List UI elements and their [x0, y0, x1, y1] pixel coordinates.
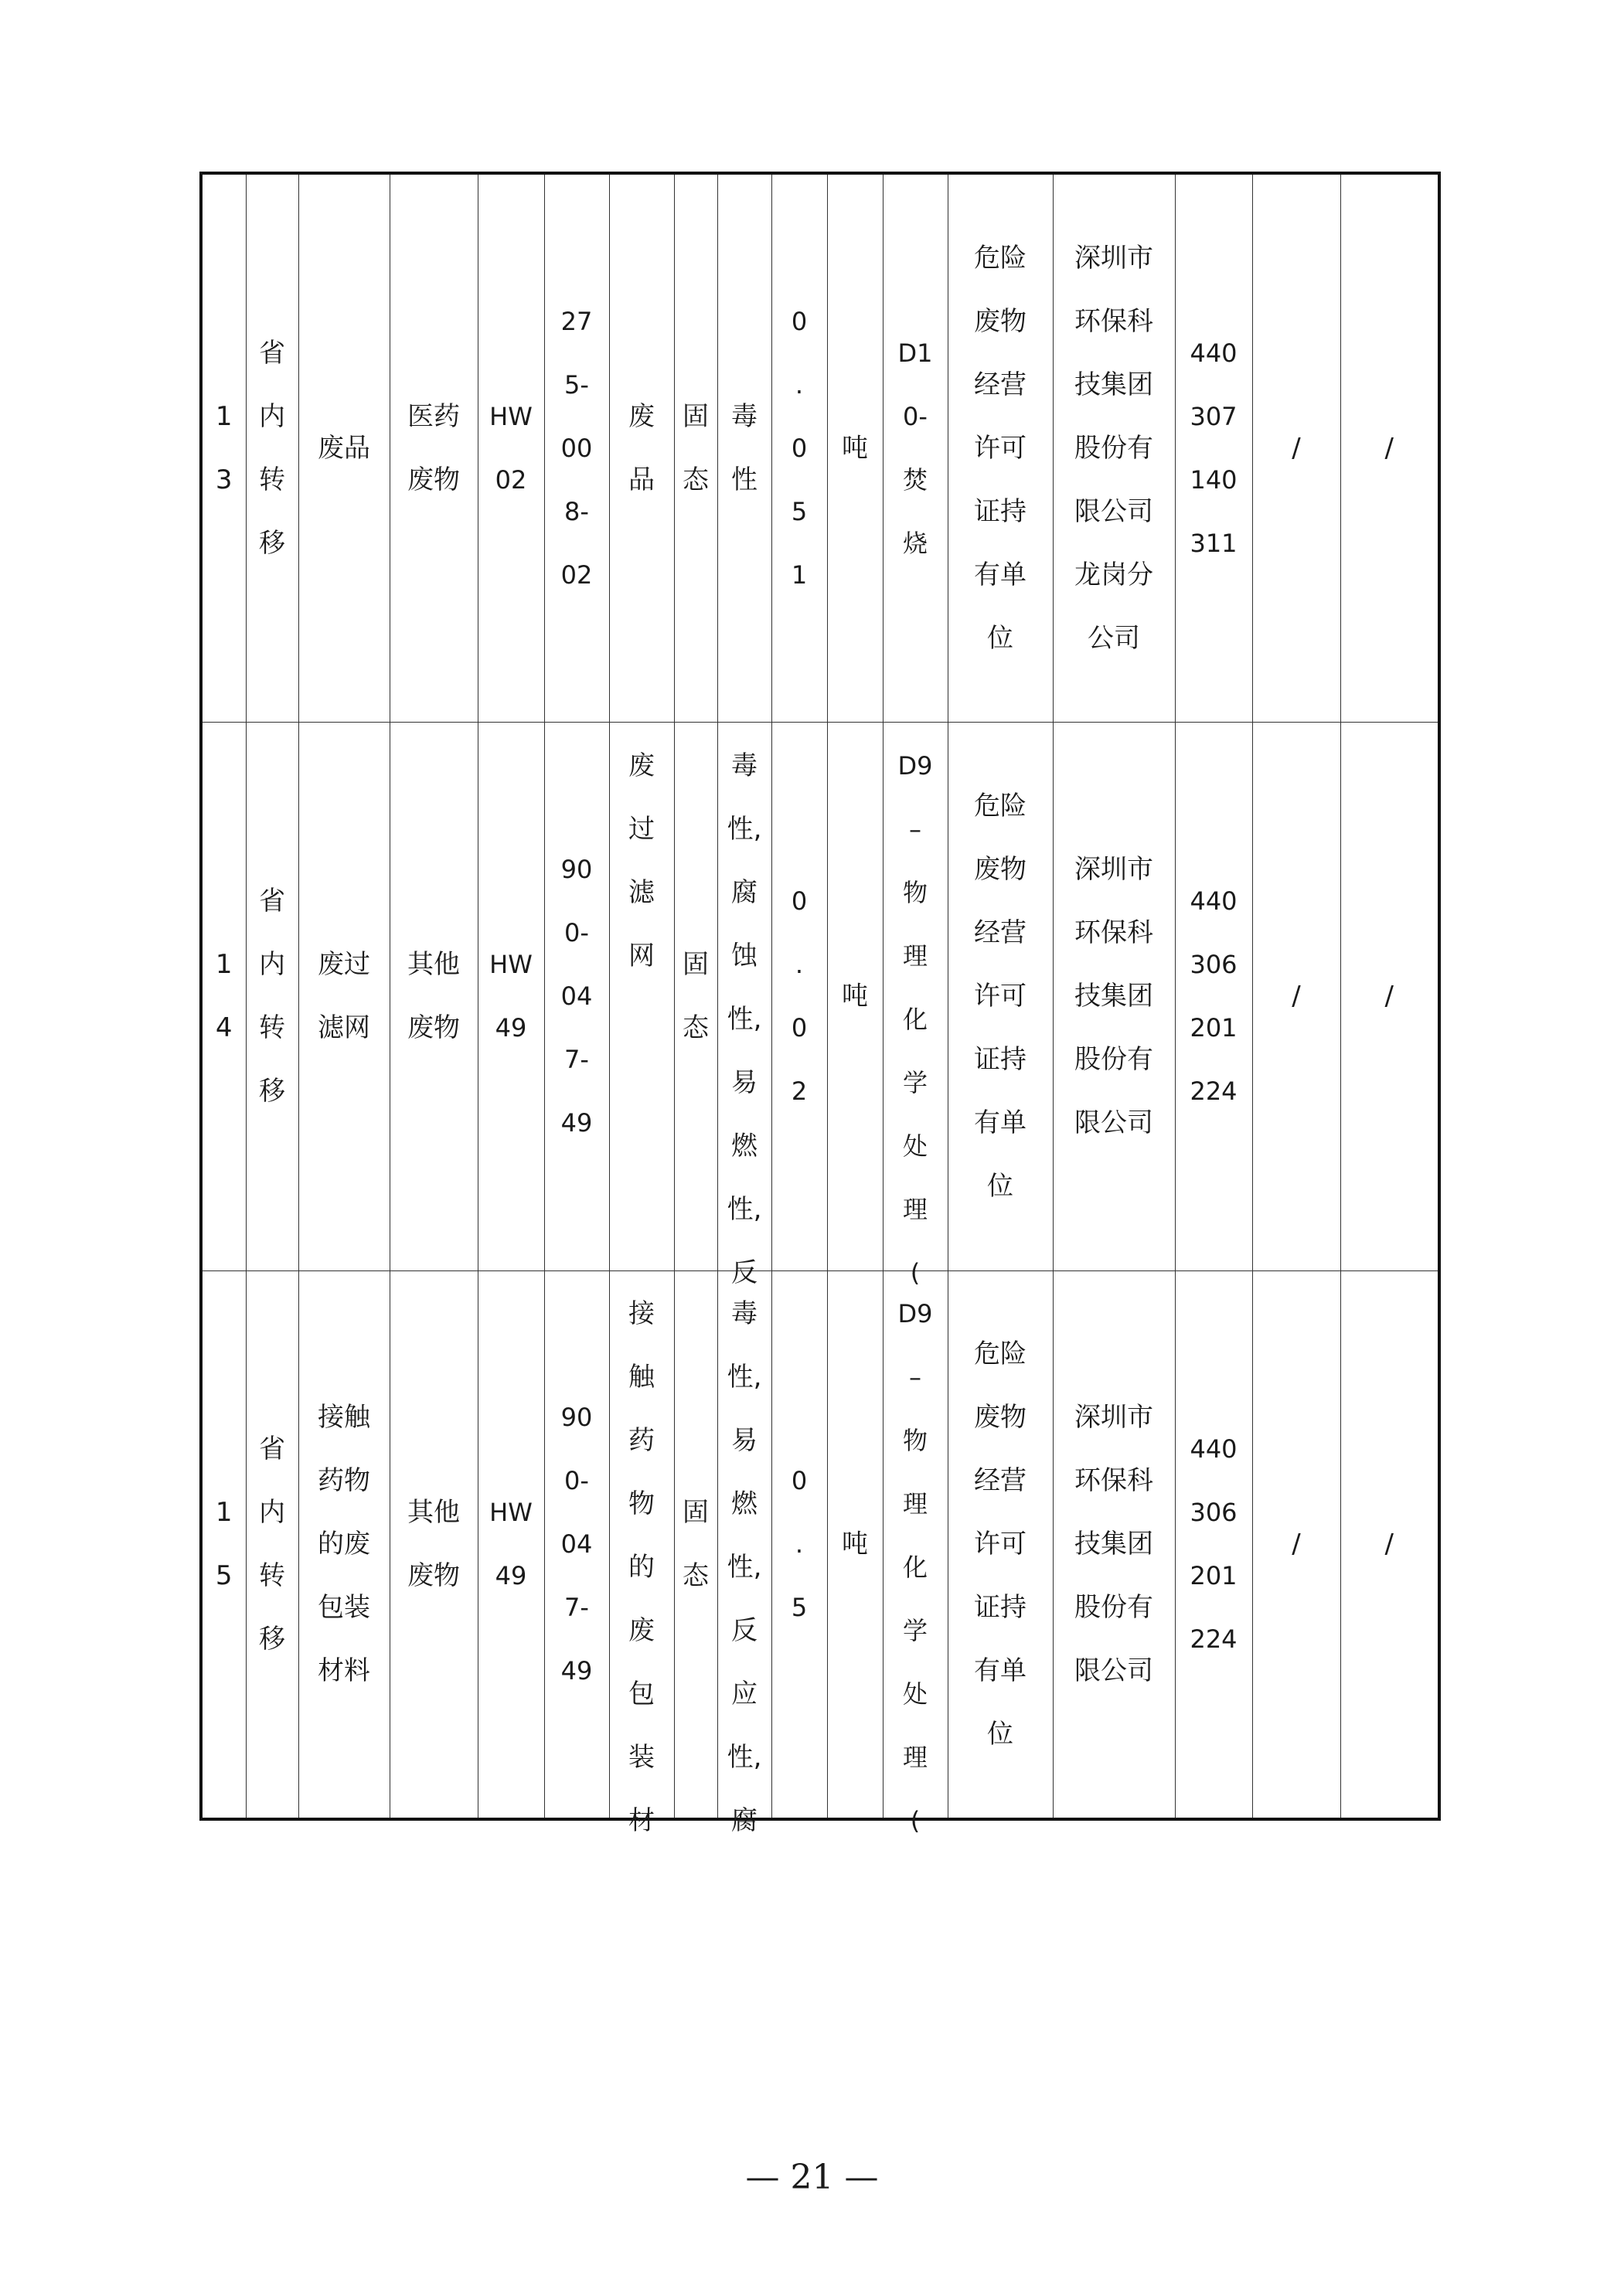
cell-hazard: 毒 性, 易 燃 性, 反 应 性, 腐: [717, 1270, 771, 1819]
cell-method: D9 – 物 理 化 学 处 理 (: [883, 1270, 948, 1819]
cell-component: 废 品: [609, 173, 674, 722]
cell-unit: 吨: [827, 722, 883, 1270]
table-row: [201, 1270, 1439, 1819]
cell-category: 医药 废物: [390, 173, 478, 722]
cell-receiver: 深圳市 环保科 技集团 股份有 限公司 龙岗分 公司: [1053, 173, 1175, 722]
cell-qualification: 危险 废物 经营 许可 证持 有单 位: [948, 173, 1053, 722]
table-row: [201, 173, 1439, 722]
page-number: — 21 —: [745, 2158, 879, 2197]
cell-type: HW 49: [478, 722, 544, 1270]
cell-no: 1 3: [201, 173, 246, 722]
cell-amount: 0 . 5: [771, 1270, 827, 1819]
table-row: [201, 722, 1439, 1270]
cell-route: 省 内 转 移: [246, 173, 298, 722]
hazardous-waste-table: [199, 172, 1441, 1837]
cell-amount: 0 . 0 5 1: [771, 173, 827, 722]
cell-unit: 吨: [827, 1270, 883, 1819]
cell-category: 其他 废物: [390, 1270, 478, 1819]
cell-col14: /: [1252, 1270, 1340, 1819]
cell-form: 固 态: [674, 1270, 717, 1819]
cell-route: 省 内 转 移: [246, 722, 298, 1270]
cell-col15: /: [1340, 173, 1439, 722]
cell-form: 固 态: [674, 722, 717, 1270]
cell-col15: /: [1340, 722, 1439, 1270]
cell-no: 1 5: [201, 1270, 246, 1819]
cell-method: D1 0- 焚 烧: [883, 173, 948, 722]
cell-code: 90 0- 04 7- 49: [544, 1270, 609, 1819]
cell-no: 1 4: [201, 722, 246, 1270]
cell-receiver: 深圳市 环保科 技集团 股份有 限公司: [1053, 1270, 1175, 1819]
cell-receiver: 深圳市 环保科 技集团 股份有 限公司: [1053, 722, 1175, 1270]
cell-category: 其他 废物: [390, 722, 478, 1270]
cell-code: 27 5- 00 8- 02: [544, 173, 609, 722]
cell-route: 省 内 转 移: [246, 1270, 298, 1819]
cell-code: 90 0- 04 7- 49: [544, 722, 609, 1270]
cell-name: 废品: [298, 173, 390, 722]
cell-license: 440 306 201 224: [1175, 1270, 1252, 1819]
cell-unit: 吨: [827, 173, 883, 722]
cell-col14: /: [1252, 722, 1340, 1270]
cell-qualification: 危险 废物 经营 许可 证持 有单 位: [948, 722, 1053, 1270]
cell-name: 废过 滤网: [298, 722, 390, 1270]
cell-hazard: 毒 性: [717, 173, 771, 722]
cell-method: D9 – 物 理 化 学 处 理 (: [883, 722, 948, 1270]
cell-license: 440 306 201 224: [1175, 722, 1252, 1270]
cell-license: 440 307 140 311: [1175, 173, 1252, 722]
cell-form: 固 态: [674, 173, 717, 722]
cell-component: 接 触 药 物 的 废 包 装 材: [609, 1270, 674, 1819]
cell-qualification: 危险 废物 经营 许可 证持 有单 位: [948, 1270, 1053, 1819]
cell-col15: /: [1340, 1270, 1439, 1819]
cell-name: 接触 药物 的废 包装 材料: [298, 1270, 390, 1819]
cell-type: HW 02: [478, 173, 544, 722]
cell-hazard: 毒 性, 腐 蚀 性, 易 燃 性, 反: [717, 722, 771, 1270]
cell-amount: 0 . 0 2: [771, 722, 827, 1270]
cell-component: 废 过 滤 网: [609, 722, 674, 1270]
cell-col14: /: [1252, 173, 1340, 722]
cell-type: HW 49: [478, 1270, 544, 1819]
